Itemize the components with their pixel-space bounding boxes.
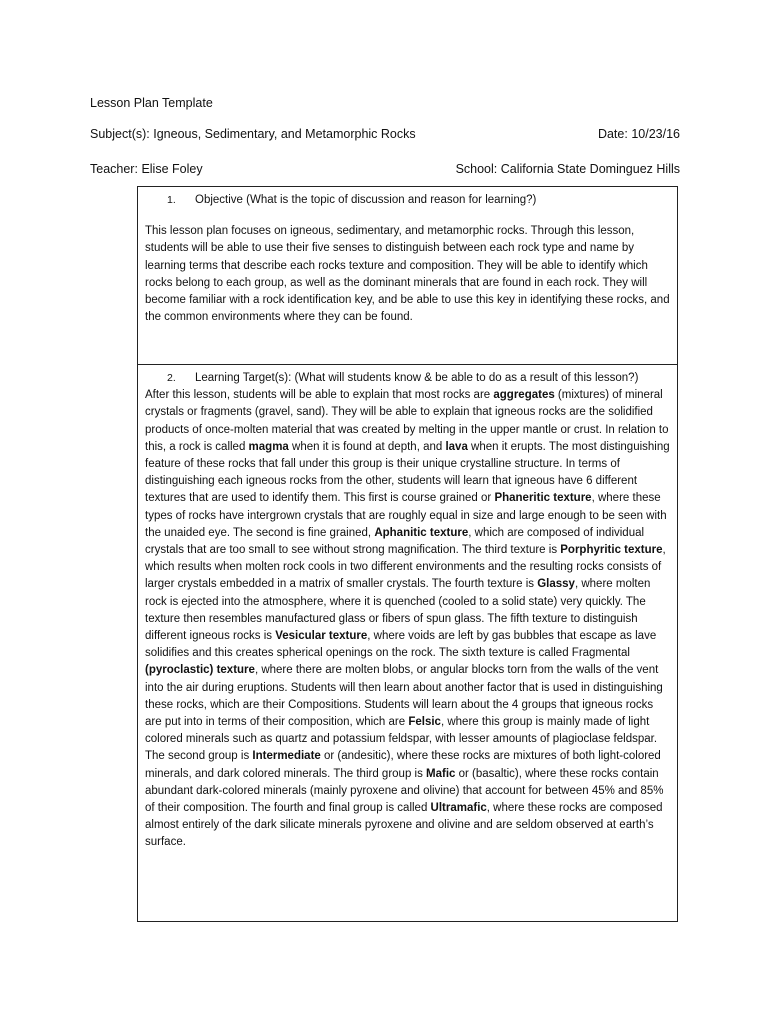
objective-section	[137, 186, 678, 365]
term-mafic: Mafic	[426, 767, 456, 780]
objective-body: This lesson plan focuses on igneous, sedimentary, and metamorphic rocks. Through this lesson, students will be able to use their five senses to distinguish between each rock type and name by learning terms that describe each rocks texture and composition. They will be able to identify which rocks belong to each group, as well as the dominant minerals that are found in each rock. They will become familiar with a rock identification key, and be able to use this key in identifying these rocks, and the common environments where they can be found.	[145, 225, 670, 324]
body-text: , where voids are left by gas bubbles that escape as lave solidifies and this creates spherical openings on the rock. The sixth texture is called Fragmental	[145, 630, 657, 660]
teacher-value: Elise Foley	[141, 162, 203, 176]
section-number: 2.	[167, 372, 176, 384]
body-text: , where there are molten blobs, or angular blocks torn from the walls of the vent into the air during eruptions. Students will then learn about another factor that is used in distinguishing these rocks, which are their Compositions. Students will learn about the 4 groups that igneous rocks are put into in terms of their composition, which are	[145, 664, 663, 729]
teacher-line	[90, 161, 203, 177]
body-text: when it is found at depth, and	[288, 440, 446, 453]
term-lava: lava	[445, 440, 468, 453]
teacher-label: Teacher:	[90, 162, 138, 176]
section-heading	[167, 370, 670, 387]
learning-targets-section	[137, 364, 678, 922]
body-text: when it erupts. The most distinguishing feature of these rocks that fall under this group is their unique crystalline structure. In terms of distinguishing each igneous rocks from the other, students will learn that igneous have 6 different textures that are used to identify them. This first is course grained or	[145, 440, 670, 505]
term-glassy: Glassy	[537, 578, 575, 591]
term-magma: magma	[248, 440, 289, 453]
section-heading	[167, 192, 670, 209]
body-text: , where these rocks are composed almost entirely of the dark silicate minerals pyroxene and olivine and are seldom observed at earth’s surface.	[145, 802, 663, 849]
document-title: Lesson Plan Template	[90, 96, 213, 110]
section-heading-note: (What is the topic of discussion and reason for learning?)	[246, 194, 537, 206]
body-text: , where these types of rocks have intergrown crystals that are roughly equal in size and large enough to be seen with the unaided eye. The second is fine grained,	[145, 492, 667, 539]
section-heading-note: (What will students know & be able to do as a result of this lesson?)	[294, 372, 639, 384]
school-line	[456, 161, 680, 177]
term-aphanitic: Aphanitic texture	[374, 526, 469, 539]
body-text: or (basaltic), where these rocks contain abundant dark-colored minerals (mainly pyroxene and olivine) that account for between 45% and 85% of their composition. The fourth and final group is called	[145, 767, 664, 815]
term-intermediate: Intermediate	[252, 750, 321, 763]
term-ultramafic: Ultramafic	[430, 802, 487, 815]
date-value: 10/23/16	[631, 127, 680, 141]
term-phaneritic: Phaneritic texture	[494, 492, 592, 505]
body-text: , where this group is mainly made of light colored minerals such as quartz and potassium feldspar, with lesser amounts of plagioclase feldspar. The second group is	[145, 716, 658, 763]
body-text: , which results when molten rock cools in two different environments and the resulting rocks consists of larger crystals embedded in a matrix of smaller crystals. The fourth texture is	[145, 544, 666, 591]
term-aggregates: aggregates	[493, 389, 555, 402]
date-line	[598, 126, 680, 142]
learning-targets-body	[145, 387, 670, 851]
school-label: School:	[455, 162, 498, 176]
body-text: , where molten rock is ejected into the atmosphere, where it is quenched (cooled to a solid state) very quickly. The texture then resembles manufactured glass or fibers of spun glass. The fifth texture to distinguish different igneous rocks is	[145, 578, 651, 643]
school-value: California State Dominguez Hills	[500, 162, 680, 176]
term-porphyritic: Porphyritic texture	[560, 544, 663, 557]
section-heading-title: Learning Target(s):	[195, 372, 292, 384]
body-text: or (andesitic), where these rocks are mixtures of both light-colored minerals, and dark colored minerals. The third group is	[145, 750, 661, 780]
date-label: Date:	[597, 127, 628, 141]
section-number: 1.	[167, 194, 176, 206]
term-vesicular: Vesicular texture	[275, 630, 368, 643]
term-felsic: Felsic	[408, 716, 441, 729]
subject-label: Subject(s):	[90, 127, 150, 141]
body-text: (mixtures) of mineral crystals or fragments (gravel, sand). They will be able to explain that igneous rocks are the solidified products of once-molten material that was created by melting in the upper mantle or crust. In relation to this, a rock is called	[145, 389, 669, 453]
subject-value: Igneous, Sedimentary, and Metamorphic Rocks	[153, 127, 416, 141]
section-heading-title: Objective	[195, 194, 243, 206]
body-text: After this lesson, students will be able to explain that most rocks are	[145, 389, 494, 402]
term-pyroclastic: (pyroclastic) texture	[145, 664, 255, 677]
subject-line	[90, 126, 416, 142]
body-text: , which are composed of individual crystals that are too small to see without strong magnification. The third texture is	[145, 526, 645, 557]
